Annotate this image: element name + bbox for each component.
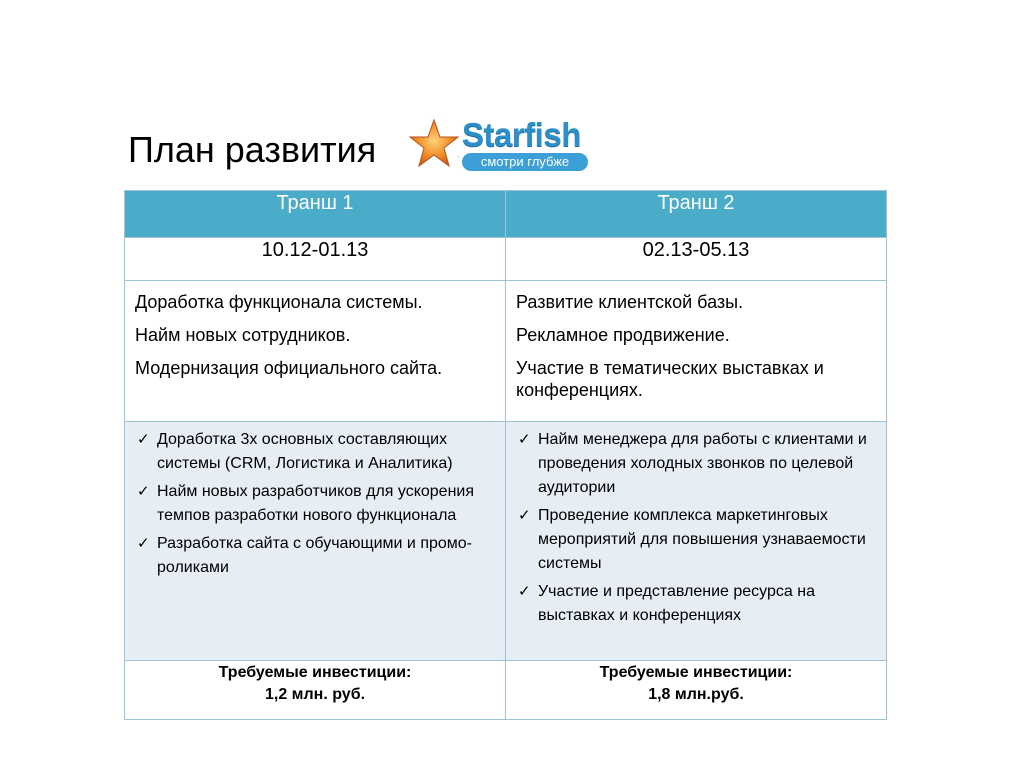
task-item: ✓ Разработка сайта с обучающими и промо-роликами (135, 532, 495, 580)
goal-item: Модернизация официального сайта. (135, 358, 443, 378)
task-item: ✓ Найм менеджера для работы с клиентами и проведения холодных звонков по целевой аудитории (516, 428, 876, 500)
starfish-icon (408, 118, 460, 170)
tranche-2-investment (506, 661, 887, 720)
tranche-2-goals (506, 281, 887, 422)
task-item: ✓ Проведение комплекса маркетинговых мероприятий для повышения узнаваемости системы (516, 504, 876, 576)
checkmark-icon: ✓ (518, 583, 531, 600)
goal-item: Участие в тематических выставках и конференциях. (516, 358, 824, 400)
task-item: ✓ Участие и представление ресурса на выставках и конференциях (516, 580, 876, 628)
tranche-1-period: 10.12-01.13 (125, 238, 506, 281)
checkmark-icon: ✓ (137, 535, 150, 552)
investment-value: 1,2 млн. руб. (264, 686, 366, 703)
tranche-2-header: Транш 2 (506, 191, 887, 238)
checkmark-icon: ✓ (518, 431, 531, 448)
goal-item: Найм новых сотрудников. (135, 325, 351, 345)
tranche-1-investment (125, 661, 506, 720)
logo-wordmark: Starfish (462, 116, 581, 153)
goal-item: Развитие клиентской базы. (516, 292, 744, 312)
tranche-1-header: Транш 1 (125, 191, 506, 238)
checkmark-icon: ✓ (518, 507, 531, 524)
slide-title: План развития (128, 129, 377, 170)
development-plan-table (124, 190, 887, 720)
checkmark-icon: ✓ (137, 483, 150, 500)
tranche-2-period: 02.13-05.13 (506, 238, 887, 281)
investment-label: Требуемые инвестиции: (599, 664, 793, 681)
goal-item: Доработка функционала системы. (135, 292, 423, 312)
tranche-1-tasks (125, 422, 506, 661)
tranche-2-tasks (506, 422, 887, 661)
task-item: ✓ Доработка 3х основных составляющих системы (CRM, Логистика и Аналитика) (135, 428, 495, 476)
goal-item: Рекламное продвижение. (516, 325, 730, 345)
logo-tagline: смотри глубже (462, 153, 588, 171)
task-item: ✓ Найм новых разработчиков для ускорения темпов разработки нового функционала (135, 480, 495, 528)
checkmark-icon: ✓ (137, 431, 150, 448)
tranche-1-goals (125, 281, 506, 422)
investment-value: 1,8 млн.руб. (648, 686, 744, 703)
starfish-logo: . Starfish смотри глубже (408, 116, 592, 176)
investment-label: Требуемые инвестиции: (218, 664, 412, 681)
